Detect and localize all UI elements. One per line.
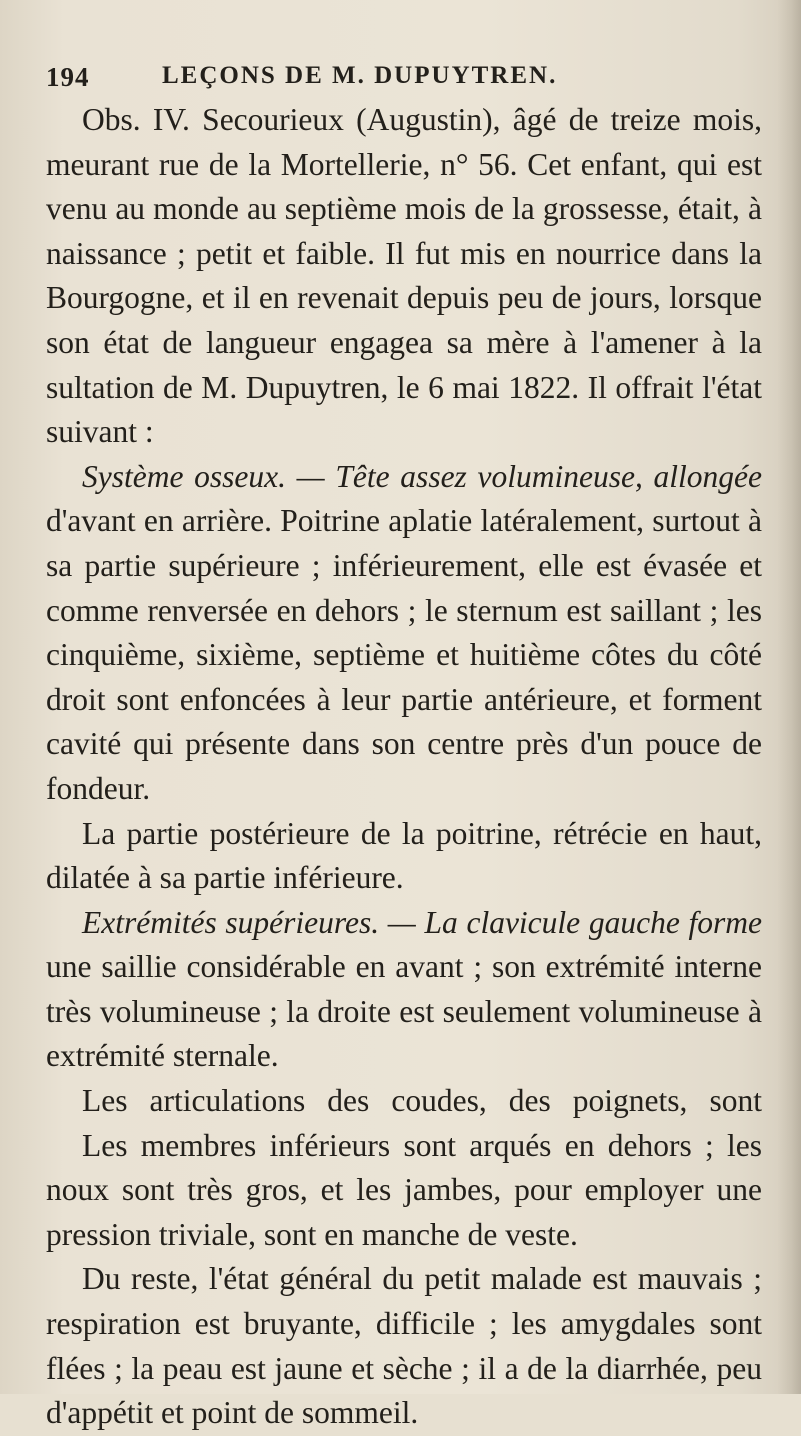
text-line-30: d'appétit et point de sommeil. (46, 1395, 419, 1431)
page-edge-shadow (777, 0, 801, 1394)
text-line-23: Les articulations des coudes, des poignets, sont (82, 1083, 762, 1119)
text-line-12: comme renversée en dehors ; le sternum est saillant ; les (46, 592, 762, 628)
text-line-17: La partie postérieure de la poitrine, rétrécie en haut, (82, 815, 762, 851)
text-line-11: sa partie supérieure ; inférieurement, elle est évasée et (46, 547, 762, 583)
text-line-28: respiration est bruyante, difficile ; les amygdales sont (46, 1306, 762, 1342)
text-line-3: venu au monde au septième mois de la grossesse, était, à (46, 191, 762, 227)
text-line-8: suivant : (46, 414, 154, 450)
body-text (46, 98, 762, 1436)
text-line-26: pression triviale, sont en manche de veste. (46, 1216, 578, 1252)
text-line-14: droit sont enfoncées à leur partie antérieure, et forment (46, 681, 762, 717)
text-line-19: Extrémités supérieures. — La clavicule gauche forme (82, 904, 762, 940)
text-line-15: cavité qui présente dans son centre près d'un pouce de (46, 726, 762, 762)
text-line-1: Obs. IV. Secourieux (Augustin), âgé de treize mois, (82, 102, 762, 137)
text-line-13: cinquième, sixième, septième et huitième côtes du côté (46, 637, 762, 673)
text-line-25: noux sont très gros, et les jambes, pour employer une (46, 1172, 762, 1208)
text-line-29: flées ; la peau est jaune et sèche ; il a de la diarrhée, peu (46, 1350, 762, 1386)
text-line-16: fondeur. (46, 770, 151, 806)
text-line-9: Système osseux. — Tête assez volumineuse, allongée (82, 458, 762, 494)
text-line-4: naissance ; petit et faible. Il fut mis en nourrice dans la (46, 235, 762, 271)
text-line-6: son état de langueur engagea sa mère à l'amener à la (46, 324, 762, 360)
text-line-10: d'avant en arrière. Poitrine aplatie latéralement, surtout à (46, 503, 762, 539)
text-line-22: extrémité sternale. (46, 1038, 279, 1074)
text-line-20: une saillie considérable en avant ; son extrémité interne (46, 949, 762, 985)
text-line-2: meurant rue de la Mortellerie, n° 56. Cet enfant, qui est (46, 146, 762, 182)
text-line-7: sultation de M. Dupuytren, le 6 mai 1822. Il offrait l'état (46, 369, 762, 405)
page-number: 194 (46, 62, 90, 92)
text-line-18: dilatée à sa partie inférieure. (46, 860, 404, 896)
text-line-21: très volumineuse ; la droite est seulement volumineuse à (46, 993, 762, 1029)
text-line-5: Bourgogne, et il en revenait depuis peu de jours, lorsque (46, 280, 762, 316)
running-title: LEÇONS DE M. DUPUYTREN. (162, 62, 558, 89)
text-line-24: Les membres inférieurs sont arqués en dehors ; les (82, 1127, 762, 1163)
text-line-27: Du reste, l'état général du petit malade est mauvais ; (82, 1261, 762, 1297)
